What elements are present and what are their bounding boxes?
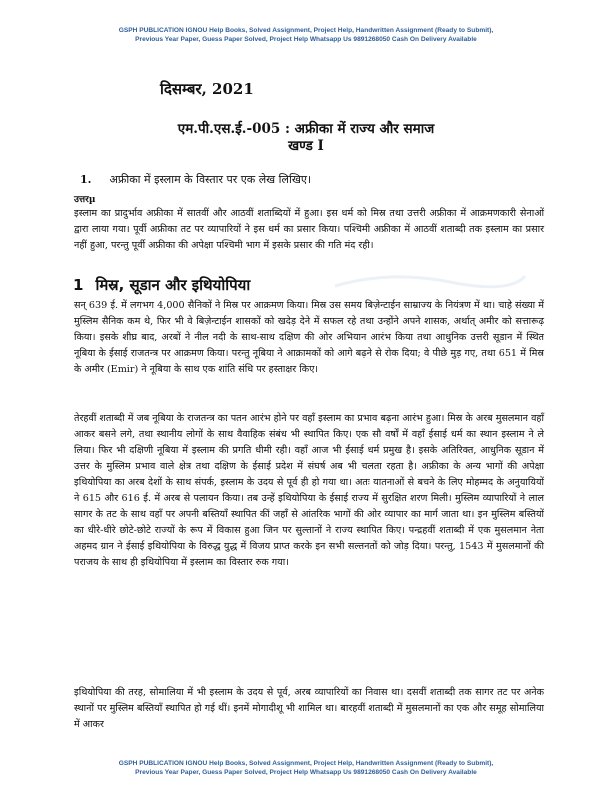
footer-line-1: GSPH PUBLICATION IGNOU Help Books, Solved Assignment, Project Help, Handwritten Assignment (Ready to Submit),	[118, 760, 494, 767]
paragraph-somalia: इथियोपिया की तरह, सोमालिया में भी इस्लाम के उदय से पूर्व, अरब व्यापारियों का निवास था। दसवीं शताब्दी तक सागर तट पर अनेक स्थानों पर मुस्लिम बस्तियाँ स्थापित हो गई थीं। इनमें मोगादीशू भी शामिल था। बारहवीं शताब्दी में मुसलमानों का एक और समूह सोमालिया में आकर	[74, 687, 544, 730]
watermark-logo	[330, 268, 530, 292]
answer-label: उत्तरµ	[74, 195, 96, 205]
course-title: एम.पी.एस.ई.-005 : अफ्रीका में राज्य और समाज	[177, 121, 435, 137]
page-footer	[0, 759, 612, 777]
paragraph-egypt: सन् 639 ई. में लगभग 4,000 सैनिकों ने मिस्र पर आक्रमण किया। मिस्र उस समय बिज़ेन्टाईन साम्राज्य के नियंत्रण में था। चाहे संख्या में मुस्लिम सैनिक कम थे, फिर भी वे बिज़ेन्टाईन शासकों को खदेड़ देने में सफल रहे तथा उन्होंने अपने शासक, अर्थात् अमीर को सत्तारूढ़ किया। इसके शीघ्र बाद, अरबों ने नील नदी के साथ-साथ दक्षिण की ओर अभियान आरंभ किया तथा आधुनिक उत्तरी सूडान में स्थित नूबिया के ईसाई राजतन्त्र पर आक्रमण किया। परन्तु नूबिया ने आक्रामकों को आगे बढ़ने से रोक दिया; वे पीछे मुड़ गए, तथा 651 में मिस्र के अमीर (Emir) ने नूबिया के साथ एक शांति संधि पर हस्ताक्षर किए।	[74, 300, 544, 375]
question-number: 1.	[80, 173, 92, 186]
section-number: 1	[73, 276, 84, 294]
intro-paragraph: इस्लाम का प्रादुर्भाव अफ्रीका में सातवीं और आठवीं शताब्दियों में हुआ। इस धर्म को मिस्र तथा उत्तरी अफ्रीका में आक्रमणकारी सेनाओं द्वारा लाया गया। पूर्वी अफ्रीका तट पर व्यापारियों ने इस धर्म का प्रसार किया। पश्चिमी अफ्रीका में आठवीं शताब्दी तक इस्लाम का प्रसार नहीं हुआ, परन्तु पूर्वी अफ्रीका की अपेक्षा पश्चिमी भाग में इसके प्रसार की गति मंद रही।	[74, 208, 544, 251]
question-text: अफ्रीका में इस्लाम के विस्तार पर एक लेख लिखिए।	[109, 173, 312, 186]
header-line-1: GSPH PUBLICATION IGNOU Help Books, Solved Assignment, Project Help, Handwritten Assignment (Ready to Submit),	[118, 27, 494, 34]
paragraph-nubia-ethiopia: तेरहवीं शताब्दी में जब नूबिया के राजतन्त्र का पतन आरंभ होने पर वहाँ इस्लाम का प्रभाव बढ़ना आरंभ हुआ। मिस्र के अरब मुसलमान वहाँ आकर बसने लगे, तथा स्थानीय लोगों के साथ वैवाहिक संबंध भी स्थापित किए। एक सौ वर्षों में वहाँ ईसाई धर्म का स्थान इस्लाम ने ले लिया। फिर भी दक्षिणी नूबिया में इस्लाम की प्रगति धीमी रही। वहाँ आज भी ईसाई धर्म प्रमुख है। इसके अतिरिक्त, आधुनिक सूडान में उत्तर के मुस्लिम प्रभाव वाले क्षेत्र तथा दक्षिण के ईसाई प्रदेश में संघर्ष अब भी चलता रहता है। अफ्रीका के अन्य भागों की अपेक्षा इथियोपिया का अरब देशों के साथ संपर्क, इस्लाम के उदय से पूर्व ही हो गया था। अतः यातनाओं से बचने के लिए मोहम्मद के अनुयायियों ने 615 और 616 ई. में अरब से पलायन किया। तब उन्हें इथियोपिया के ईसाई राज्य में सुरक्षित शरण मिली। मुस्लिम व्यापारियों ने लाल सागर के तट के साथ वहाँ पर अपनी बस्तियाँ स्थापित कीं जहाँ से आंतरिक भागों की ओर व्यापार का मार्ग जाता था। इन मुस्लिम बस्तियों का धीरे-धीरे छोटे-छोटे राज्यों के रूप में विकास हुआ जिन पर सुल्तानों ने राज्य स्थापित किए। पन्द्रहवीं शताब्दी में एक मुसलमान नेता अहमद ग्रान ने ईसाई इथियोपिया के विरुद्ध युद्ध में विजय प्राप्त करके इन सभी सल्तनतों को जोड़ दिया। परन्तु, 1543 में मुसलमानों की पराजय के साथ ही इथियोपिया में इस्लाम का विस्तार रुक गया।	[74, 413, 544, 568]
course-section: खण्ड I	[288, 138, 324, 154]
course-heading	[0, 121, 612, 155]
footer-line-2: Previous Year Paper, Guess Paper Solved, Project Help Whatsapp Us 9891268050 Cash On Delivery Available	[135, 769, 477, 776]
section-heading	[73, 275, 250, 295]
exam-month: दिसम्बर, 2021	[160, 80, 254, 98]
question	[80, 172, 311, 187]
header-line-2: Previous Year Paper, Guess Paper Solved, Project Help Whatsapp Us 9891268050 Cash On Delivery Available	[135, 36, 477, 43]
page-header	[0, 26, 612, 44]
section-title: मिस्र, सूडान और इथियोपिया	[95, 276, 251, 294]
